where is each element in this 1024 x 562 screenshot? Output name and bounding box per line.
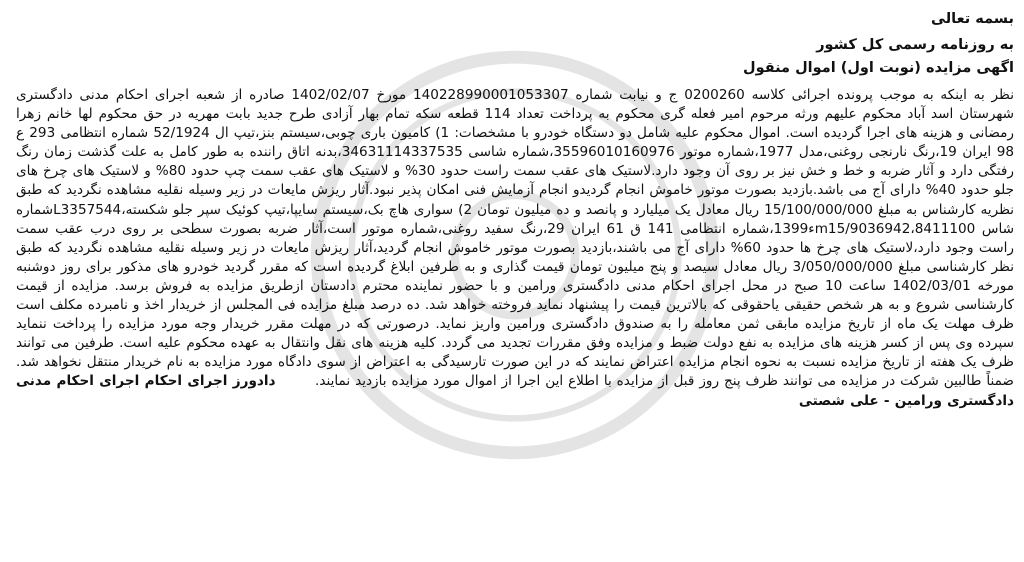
header-recipient: به روزنامه رسمی کل کشور [816,37,1014,53]
header-bismillah: بسمه تعالی [931,11,1014,27]
signature: دادورز اجرای احکام اجرای احکام مدنی دادگستری ورامین - علی شصتی [16,373,1014,409]
notice-text: نظر به اینکه به موجب پرونده اجرائی کلاسه 0200260 ج و نیابت شماره 140228990001053307 مورخ 1402/02/07 صادره از شعبه اجرای احکام مدنی دادگستری شهرستان اسد آباد محکوم علیهم ورثه مرحوم امیر فعله گری محکوم به پرداخت تعداد 114 قطعه سکه تمام بهار آزادی طرح جدید بابت مهریه در حق محکوم لها خانم زهرا رمضانی و هزینه های اجرا گردیده است. اموال محکوم علیه شامل دو دستگاه خودرو با مشخصات: 1) کامیون باری چوبی،سیستم بنز،تیپ ال 52/1924 شماره انتظامی 293 ع 98 ایران 19،رنگ نارنجی روغنی،مدل 1977،شماره موتور 35596010160976،شماره شاسی 34631114337535،بدنه اتاق راننده به طور کامل به علت گذشت زمان رنگ رفتگی دارد و آثار ضربه و خط و خش نیز بر روی آن وجود دارد.لاستیک های عقب سمت راست حدود 30% و لاستیک های عقب سمت چپ حدود 80% و لاستیک های چرخ های جلو حدود 40% دارای آج می باشد.بازدید بصورت موتور خاموش انجام گردیدو انجام آزمایش فنی امکان پذیر نبود.آثار ریزش مایعات در زیر وسیله نقلیه مشاهده نگردید که طبق نظریه کارشناس به مبلغ 15/100/000/000 ریال معادل یک میلیارد و پانصد و ده میلیون تومان 2) سواری هاچ بک،سیستم سایپا،تیپ کوئیک سپر جلو شکسته،L3357544شماره شاس 8411100،m15/9036942ء1399،شماره انتظامی 141 ق 61 ایران 29،رنگ سفید روغنی،شماره موتور است،آثار ضربه بصورت سطحی بر روی درب عقب سمت راست وجود دارد،لاستیک های چرخ ها حدود 60% دارای آج می باشند،بازدید بصورت موتور خاموش انجام گردید،آثار ریزش مایعات در زیر وسیله نقلیه مشاهده نگردید که طبق نظر کارشناسی مبلغ 3/050/000/000 ریال معادل سیصد و پنج میلیون تومان قیمت گذاری و به طرفین ابلاغ گردیده است که مقرر گردید خودرو های مذکور برای روز دوشنبه مورخه 1402/03/01 ساعت 10 صبح در محل اجرای احکام مدنی دادگستری ورامین و با حضور نماینده محترم دادستان ازطریق مزایده به فروش برسد. مزایده از قیمت کارشناسی شروع و به هر شخص حقیقی یاحقوقی که بالاترین قیمت را پیشنهاد نماید فروخته خواهد شد. ده درصد مبلغ مزایده فی المجلس از خریدار اخذ و نامبرده مکلف است ظرف مهلت یک ماه از تاریخ مزایده مابقی ثمن معامله را به صندوق دادگستری ورامین واریز نماید. درصورتی که در مهلت مقرر خریدار وجه مورد مزایده را پرداخت ننماید سپرده وی پس از کسر هزینه های مزایده به نفع دولت ضبط و مزایده وفق مقررات تجدید می گردد. کلیه هزینه های نقل وانتقال به عهده محکوم علیه است. طرفین می توانند ظرف یک هفته از تاریخ مزایده نسبت به نحوه انجام مزایده اعتراض نمایند که در این صورت تارسیدگی به اعتراض از سوی دادگاه مورد مزایده به نام خریدار منتقل نخواهد شد. ضمناً طالبین شرکت در مزایده می توانند ظرف پنج روز قبل از مزایده با اطلاع این اجرا از اموال مورد مزایده بازدید نمایند. [16,87,1015,390]
page-title: اگهی مزایده (نوبت اول) اموال منقول [743,60,1014,76]
notice-body [16,86,1014,411]
